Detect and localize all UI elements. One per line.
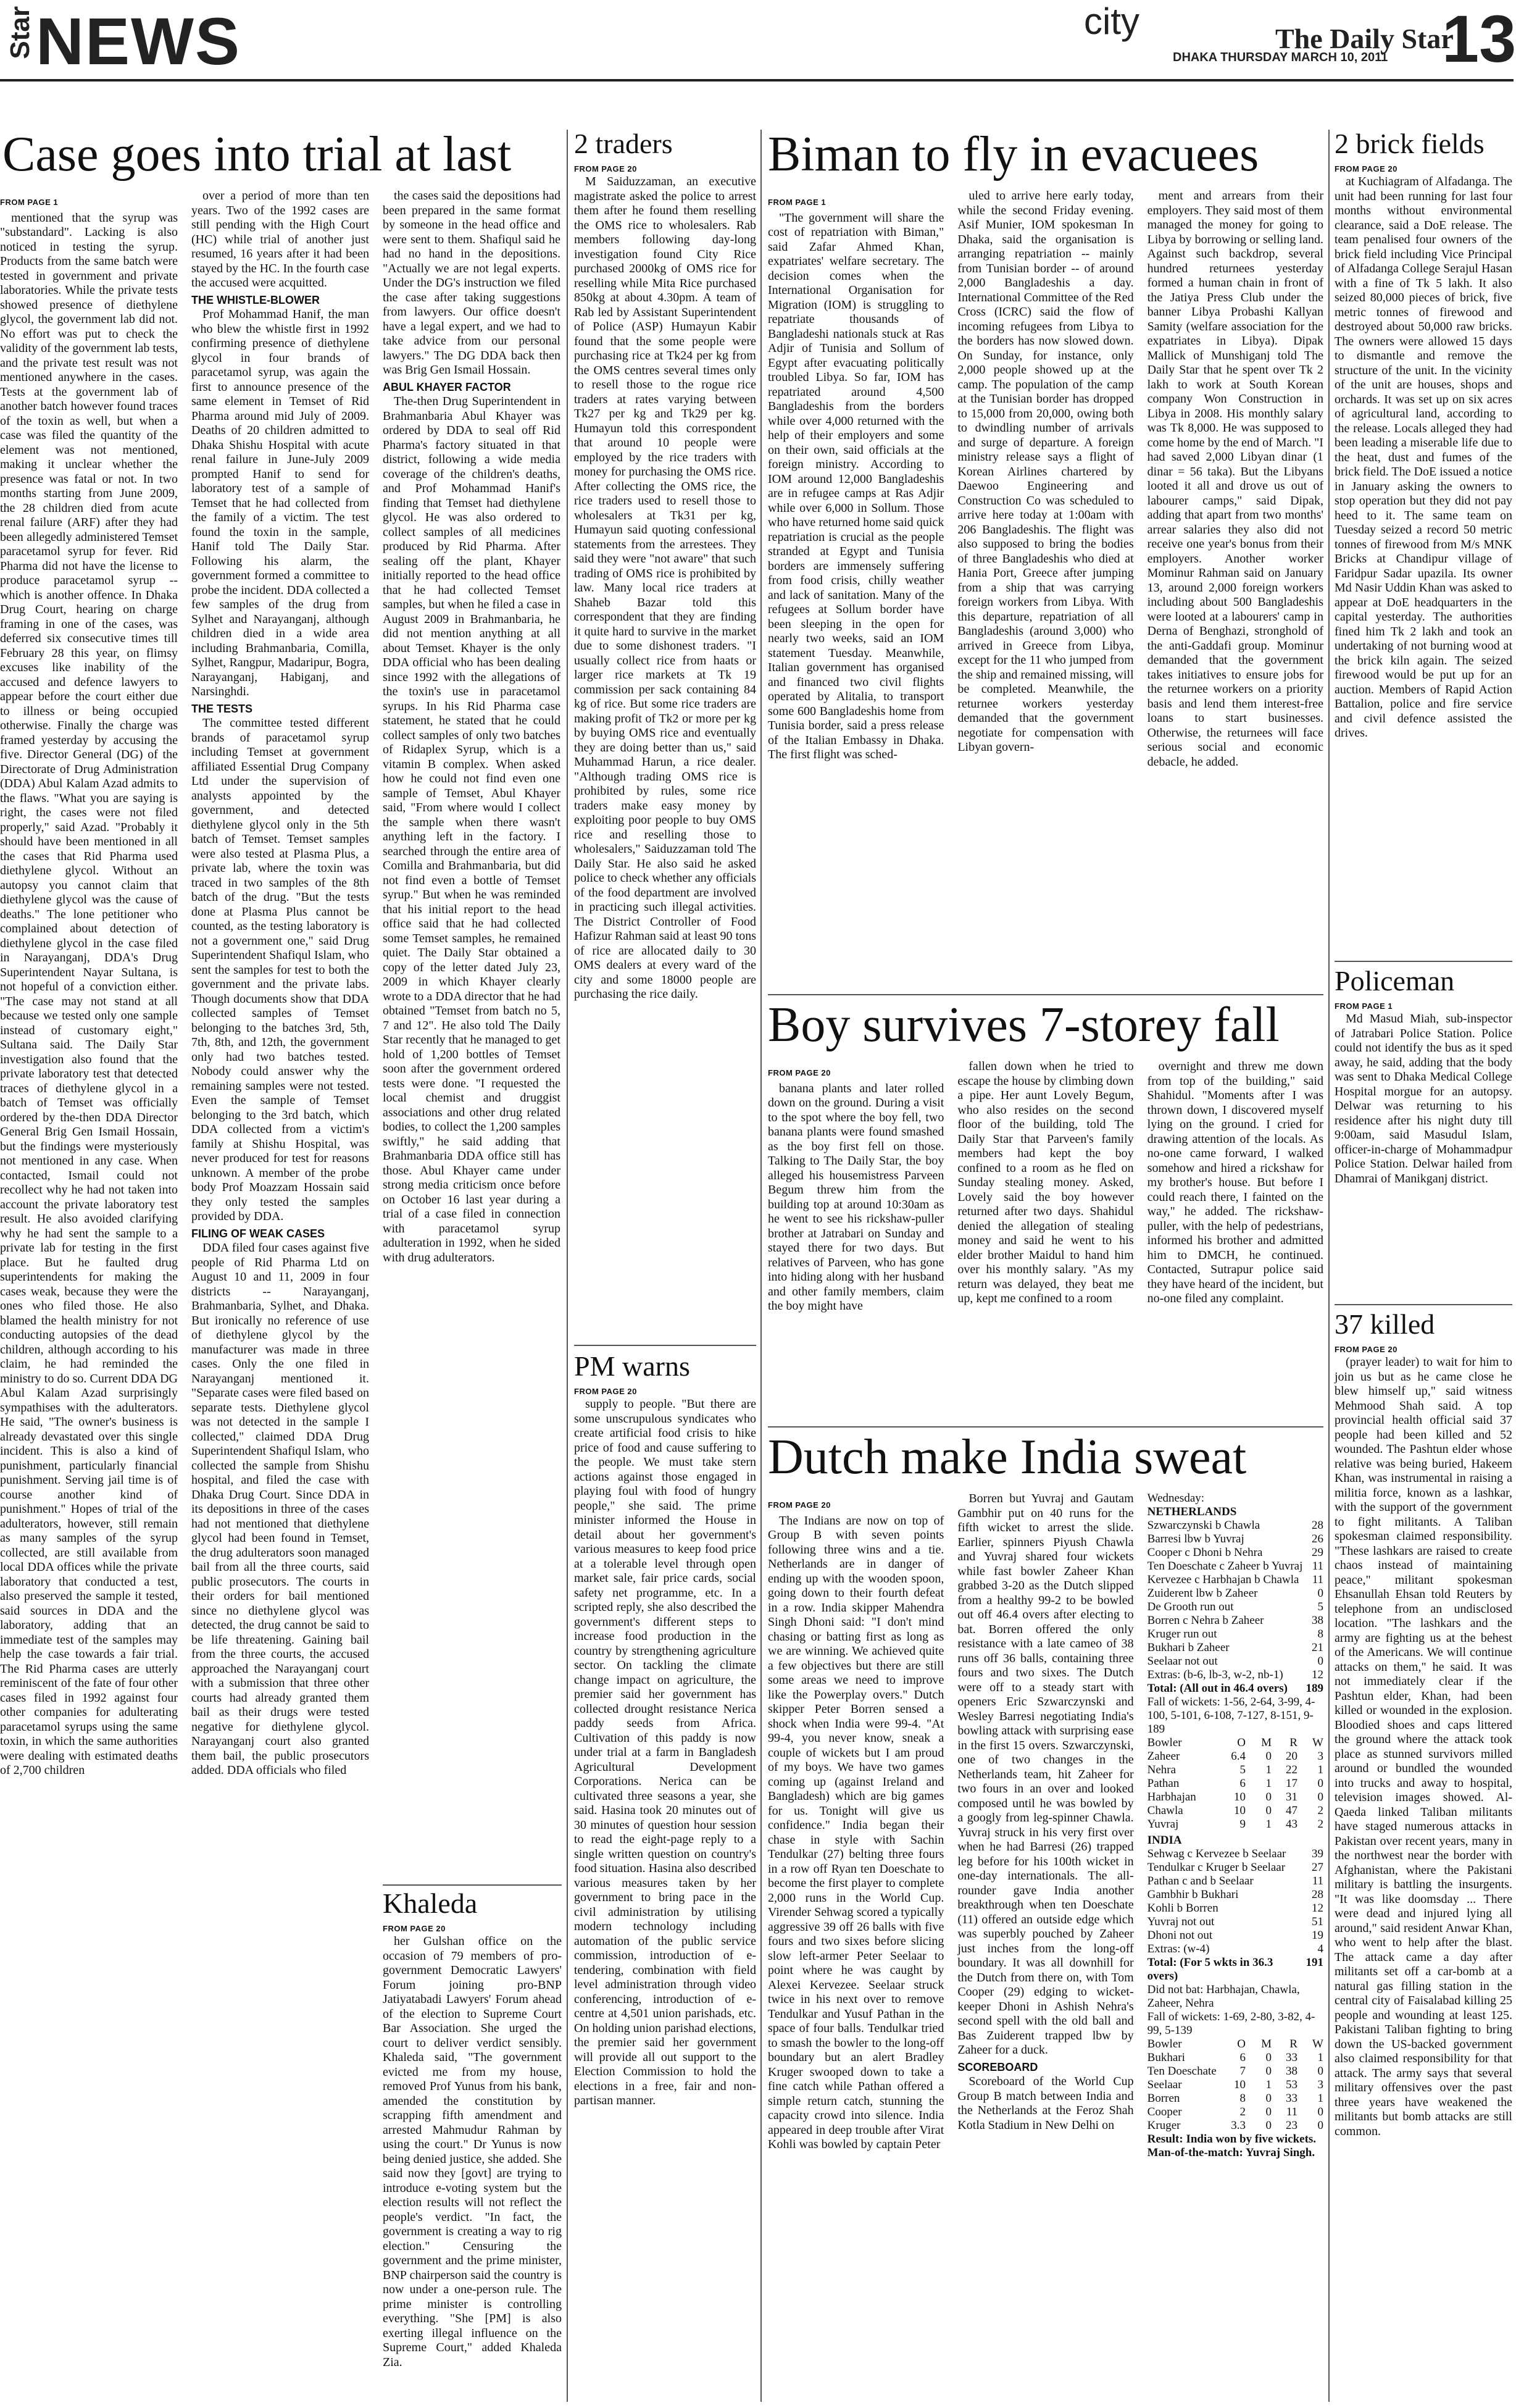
table-cell: 38 <box>1311 1614 1323 1627</box>
table-cell: 28 <box>1311 1519 1323 1532</box>
article-column <box>768 1060 944 1411</box>
column-rule <box>760 130 762 2402</box>
table-cell: 0 <box>1317 2105 1323 2118</box>
subheading: ABUL KHAYER FACTOR <box>383 380 511 393</box>
headline: 37 killed <box>1335 1308 1435 1340</box>
table-cell: 7 <box>1239 2065 1246 2078</box>
table-cell: M <box>1261 2038 1272 2051</box>
table-cell: Cooper <box>1147 2105 1182 2118</box>
table-cell: Zaheer <box>1147 1750 1180 1763</box>
table-cell: 0 <box>1265 1804 1272 1817</box>
body-text: DDA filed four cases against five people of Rid Pharma Ltd on August 10 and 11, 2009 in four districts -- Narayanganj, Brahmanbaria, Sylhet, and Dhaka. But ironically no reference of use of diethylene glycol by the manufacturer was made in three cases. Only the one filed in Narayanganj mentioned it. "Separate cases were filed based on separate tests. Diethylene glycol was not detected in the sample I collected," claimed DDA Drug Superintendent Shafiqul Islam, who collected the sample from Shishu hospital, and filed the case with Dhaka Drug Court. Since DDA in its depositions in three of the cases had not mentioned that diethylene glycol had been found in Temset, the drug adulterators soon managed bail from all the three courts, said public prosecutors. The courts in their orders for bail mentioned since no diethylene glycol was detected, the drug cannot be said to be life threatening. Gaining bail from the three courts, the accused approached the Narayanganj court with a submission that three other courts had already granted them bail as their drugs were tested negative for diethylene glycol. Narayanganj court also granted them bail, the public prosecutors added. DDA officials who filed <box>191 1241 369 1777</box>
table-row <box>1147 1641 1323 1655</box>
jump-label: FROM PAGE 20 <box>574 164 637 173</box>
table-cell: Dhoni not out <box>1147 1929 1213 1942</box>
team-name: INDIA <box>1147 1834 1182 1847</box>
table-cell: Bukhari <box>1147 2051 1185 2064</box>
table-row <box>1147 1750 1323 1763</box>
table-cell: Bowler <box>1147 1736 1182 1749</box>
table-cell: 6 <box>1239 2051 1246 2064</box>
table-cell: 33 <box>1285 2051 1297 2064</box>
table-cell: 9 <box>1239 1818 1246 1831</box>
headline: Policeman <box>1335 965 1455 997</box>
table-cell: 53 <box>1285 2078 1297 2091</box>
table-cell: Tendulkar c Kruger b Seelaar <box>1147 1861 1286 1874</box>
table-row <box>1147 2051 1323 2065</box>
table-cell: 3 <box>1317 1750 1323 1763</box>
table-row <box>1147 1915 1323 1929</box>
subheading: SCOREBOARD <box>957 2060 1038 2073</box>
article-column <box>957 189 1133 979</box>
table-cell: 3.3 <box>1231 2119 1246 2132</box>
table-cell: 1 <box>1317 2051 1323 2064</box>
body-text: supply to people. "But there are some unscrupulous syndicates who create artificial food crisis to hike price of food and cause suffering to the people. We must take stern actions against those engaged in playing foul with food of hungry people," she said. The prime minister informed the House in detail about her government's various measures to keep food price at a tolerable level through open market sale, fair price cards, social safety net programme, etc. In a scripted reply, she also described the government's different steps to increase food production in the country by strengthening agriculture sector. On tackling the climate change impact on agriculture, the premier said her government has collected drought resistance Nerica paddy seeds from Africa. Cultivation of this paddy is now under trial at a farm in Bangladesh Agricultural Development Corporations. Nerica can be cultivated three seasons a year, she said. Hasina took 20 minutes out of 30 minutes of question hour session to read the eight-page reply to a single written question on country's food situation. Hasina also described various measures taken by her government to bring pace in the civil administration by utilising modern technology including automation of the public service commission, introduction of e-tendering, combination with field level administration through video conferencing, introduction of e-centre at 4,501 union parishads, etc. On holding union parishad elections, the premier said her government will provide all out support to the Election Commission to hold the elections in a free, fair and non-partisan manner. <box>574 1397 756 2107</box>
table-row <box>1147 2119 1323 2133</box>
article-column <box>957 1060 1133 1411</box>
body-text: The committee tested different brands of paracetamol syrup including Temset at government affiliated Essential Drug Company Ltd under the supervision of analysts appointed by the government, and detected diethylene glycol only in the 5th batch of Temset. Temset samples were also tested at Plasma Plus, a private lab, where the toxin was traced in two samples of the 8th batch of the drug. "But the tests done at Plasma Plus cannot be counted, as the testing laboratory is not a government one," said Drug Superintendent Shafiqul Islam, who sent the samples for test to both the government and the private labs. Though documents show that DDA collected samples of Temset belonging to the batches 3rd, 5th, 7th, 8th, and 12th, the government only had two batches tested. Nobody could answer why the remaining samples were not tested. Even the sample of Temset belonging to the 3rd batch, which DDA collected from a victim's family at Shishu Hospital, was never produced for test for reasons unknown. A member of the probe body Prof Moazzam Hossain said they only tested the samples provided by DDA. <box>191 716 369 1223</box>
brand-mark: Star <box>5 6 35 59</box>
bowling-card <box>1147 1736 1323 1831</box>
total-label: Total: (For 5 wkts in 36.3 overs) <box>1147 1956 1273 1983</box>
table-row <box>1147 1875 1323 1888</box>
article-policeman <box>1335 967 1512 1300</box>
body-text: overnight and threw me down from top of the building," said Shahidul. "Moments after I was thrown down, I discovered myself lying on the ground. I cried for drawing attention of the locals. As no-one came forward, I walked somehow and hired a rickshaw for my brother's house. But before I could reach there, I fainted on the way," he added. The rickshaw-puller, with the help of pedestrians, informed his brother and admitted him to DMCH, he continued. Contacted, Sutrapur police said they have heard of the incident, but no-one filed any complaint. <box>1147 1060 1323 1305</box>
body-text: The-then Drug Superintendent in Brahmanbaria Abul Khayer was ordered by DDA to seal off Rid Pharma's factory situated in that district, following a wide media coverage of the children's deaths, and Prof Mohammad Hanif's finding that Temset had diethylene glycol. He was also ordered to collect samples of all medicines produced by Rid Pharma. After sealing off the plant, Khayer initially reported to the head office that he had collected Temset samples, but when he filed a case in August 2009 in Brahmanbaria, he did not mention anything at all about Temset. Khayer is the only DDA official who has been dealing since 1992 with the allegations of the toxin's use in paracetamol syrups. In his Rid Pharma case statement, he stated that he could collect samples of only two batches of Ridaplex Syrup, which is a vitamin B complex. When asked how he could not find even one sample of Temset, Abul Khayer said, "From where would I collect the sample when there wasn't anything left in the factory. I searched through the entire area of Comilla and Brahmanbaria, but did not find even a bottle of Temset syrup." But when he was reminded that his initial report to the head office said that he had collected some Temset samples, he remained quiet. The Daily Star obtained a copy of the letter dated July 23, 2009 in which Khayer clearly wrote to a DDA director that he had obtained "Temset from batch no 5, 7 and 12". He also told The Daily Star recently that he managed to get hold of 1,200 bottles of Temset soon after the government ordered tests were done. "I requested the local chemist and druggist associations and other drug related bodies, to collect the 1,200 samples swiftly," he said adding that Brahmanbaria DDA office still has those. Abul Khayer came under strong media criticism once before on October 16 last year during a trial of a case filed in connection with paracetamol syrup adulteration in 1992, when he sided with drug adulterators. <box>383 395 560 1265</box>
table-row <box>1147 1888 1323 1902</box>
article-column <box>1147 189 1323 979</box>
table-cell: De Grooth run out <box>1147 1600 1234 1613</box>
article-two-traders <box>574 130 756 1340</box>
jump-label: FROM PAGE 20 <box>1335 164 1397 173</box>
table-row <box>1147 2065 1323 2078</box>
table-cell: 20 <box>1285 1750 1297 1763</box>
table-cell: Borren <box>1147 2092 1180 2105</box>
section-rule <box>768 994 1323 995</box>
table-header <box>1147 1736 1323 1750</box>
table-cell: 33 <box>1285 2092 1297 2105</box>
article-column <box>1147 1060 1323 1411</box>
table-cell: 6.4 <box>1231 1750 1246 1763</box>
section-rule <box>1335 1304 1512 1305</box>
table-row <box>1147 1655 1323 1668</box>
table-cell: 27 <box>1311 1861 1323 1874</box>
table-cell: 0 <box>1265 2105 1272 2118</box>
table-cell: Harbhajan <box>1147 1791 1196 1804</box>
table-cell: Sehwag c Kervezee b Seelaar <box>1147 1847 1286 1860</box>
jump-label: FROM PAGE 1 <box>768 198 827 207</box>
section-rule <box>1335 961 1512 962</box>
did-not-bat: Did not bat: Harbhajan, Chawla, Zaheer, Nehra <box>1147 1983 1300 2010</box>
table-cell: 11 <box>1286 2105 1297 2118</box>
table-cell: Nehra <box>1147 1763 1177 1776</box>
body-text: uled to arrive here early today, while the second Friday evening. Asif Munier, IOM spokesman In Dhaka, said the organisation is arranging repatriation -- mainly from Tunisian border -- of around 2,000 Bangladeshis a day. International Committee of the Red Cross (ICRC) said the flow of incoming refugees from Libya to the borders has now slowed down. On Sunday, for instance, only 2,000 people showed up at the camp. The population of the camp at the Tunisian border has dropped to 15,000 from 20,000, owing both to dwindling number of arrivals and surge of departure. A foreign ministry release says a flight of Korean Airlines chartered by Daewoo Engineering and Construction Co was scheduled to arrive here today at 1:00am with 206 Bangladeshis. The flight was also supposed to bring the bodies of three Bangladeshis who died at Hania Port, Greece after jumping from a ship that was carrying foreign workers from Libya. With this departure, repatriation of all Bangladeshis (around 3,000) who arrived in Greece from Libya, except for the 11 who jumped from the ship and remained missing, will be completed. Meanwhile, the returnee workers yesterday demanded that the government negotiate for compensation with Libyan govern- <box>957 189 1134 754</box>
table-cell: 11 <box>1312 1875 1323 1888</box>
table-cell: R <box>1289 2038 1297 2051</box>
table-cell: Extras: (w-4) <box>1147 1942 1210 1955</box>
article-khaleda <box>383 1889 562 2402</box>
page-number: 13 <box>1442 1 1516 76</box>
table-cell: Ten Doeschate c Zaheer b Yuvraj <box>1147 1560 1303 1573</box>
table-cell: 51 <box>1311 1915 1323 1928</box>
article-column <box>1335 1355 1512 2139</box>
table-cell: 47 <box>1285 1804 1297 1817</box>
table-cell: Yuvraj not out <box>1147 1915 1215 1928</box>
jump-label: FROM PAGE 1 <box>1335 1001 1393 1011</box>
jump-label: FROM PAGE 20 <box>383 1924 446 1933</box>
table-cell: R <box>1289 1736 1297 1749</box>
table-cell: Kervezee c Harbhajan b Chawla <box>1147 1573 1299 1586</box>
body-text: "The government will share the cost of repatriation with Biman," said Zafar Ahmed Khan, expatriates' welfare secretary. The decision comes when the International Organisation for Migration (IOM) is struggling to repatriate thousands of Bangladeshi nationals stuck at Ras Adjir of Tunisia and Sollum of Egypt after evacuating politically troubled Libya. So far, IOM has repatriated around 4,500 Bangladeshis from the borders while over 4,000 returned with the help of their employers and some on their own, said officials at the foreign ministry. According to IOM around 12,000 Bangladeshis are in refugee camps at Ras Adjir while over 6,000 in Sollum. Those who have returned home said quick repatriation is crucial as the people stranded at Egypt and Tunisia borders are immensely suffering from food crisis, chilly weather and lack of sanitation. Many of the refugees at Sollum border have been sleeping in the open for nearly two weeks, said an IOM statement Tuesday. Meanwhile, Italian government has organised and financed two civil flights operated by Alitalia, to transport some 600 Bangladeshis home from Tunisia border, said a press release of the Italian Embassy in Dhaka. The first flight was sched- <box>768 211 944 761</box>
table-cell: 12 <box>1311 1668 1323 1681</box>
table-cell: 11 <box>1312 1573 1323 1586</box>
section-title: NEWS <box>36 4 241 78</box>
table-row <box>1147 1942 1323 1956</box>
table-cell: 23 <box>1285 2119 1297 2132</box>
table-row <box>1147 1532 1323 1546</box>
table-row <box>1147 2092 1323 2105</box>
jump-label: FROM PAGE 20 <box>768 1068 831 1077</box>
table-cell: 0 <box>1265 1791 1272 1804</box>
table-cell: 2 <box>1317 1818 1323 1831</box>
table-cell: 0 <box>1317 2065 1323 2078</box>
table-cell: Bukhari b Zaheer <box>1147 1641 1230 1654</box>
table-cell: Yuvraj <box>1147 1818 1179 1831</box>
table-cell: 6 <box>1239 1777 1246 1790</box>
body-text: Prof Mohammad Hanif, the man who blew the whistle first in 1992 confirming presence of diethylene glycol in four brands of paracetamol syrup, was again the first to announce presence of the same element in Temset of Rid Pharma around mid July of 2009. Deaths of 20 children admitted to Dhaka Shishu Hospital with acute renal failure in June-July 2009 prompted Hanif to send for laboratory test of a sample of Temset that he had collected from the family of a victim. The test found the toxin in the sample, Hanif told The Daily Star. Following his alarm, the government formed a committee to probe the incident. DDA collected a few samples of the drug from Sylhet and Narayanganj, although children died in a wide area including Brahmanbaria, Comilla, Sylhet, Rangpur, Madaripur, Bogra, Narayanganj, Habiganj, and Narsinghdi. <box>191 307 369 698</box>
table-cell: 39 <box>1311 1847 1323 1860</box>
table-cell: Kruger run out <box>1147 1628 1217 1641</box>
jump-label: FROM PAGE 1 <box>0 198 59 207</box>
body-text: ment and arrears from their employers. They said most of them managed the money for going to Libya by borrowing or selling land. Against such backdrop, several hundred returnees yesterday formed a human chain in front of the Jatiya Press Club under the banner Libya Probashi Kallyan Samity (welfare association for the expatriates in Libya). Dipak Mallick of Munshiganj told The Daily Star that he spent over Tk 2 lakh to work at South Korean company Won Construction in Libya in 2008. His monthly salary was Tk 8,000. He was supposed to come home by the end of March. "I had saved 2,000 Libyan dinar (1 dinar = 56 taka). But the Libyans looted it all and drove us out of labourer camps," said Dipak, adding that apart from two months' arrear salaries they also did not receive one year's bonus from their employers. Another worker Mominur Rahman said on January 13, around 2,000 foreign workers including about 500 Bangladeshis were looted at a labourers' camp in Derna of Benghazi, stronghold of the anti-Gaddafi group. Mominur demanded that the government takes initiatives to ensure jobs for the returnee workers on a priority basis and lend them interest-free loans to start businesses. Otherwise, the returnees will face serious social and economic debacle, he added. <box>1147 189 1323 769</box>
table-cell: 0 <box>1265 2092 1272 2105</box>
section-rule <box>574 1345 756 1346</box>
table-row <box>1147 1902 1323 1915</box>
body-text: her Gulshan office on the occasion of 79 members of pro-government Democratic Lawyers' Forum joining pro-BNP Jatiyatabadi Lawyers' Forum ahead of the election to Supreme Court Bar Association. She urged the court to deliver verdict sensibly. Khaleda said, "The government evicted me from my house, removed Prof Yunus from his bank, amended the constitution by scrapping fifth amendment and arrested Mahmudur Rahman by using the court." Dr Yunus is now being denied justice, she added. She said now they [govt] are trying to introduce e-voting system but the election results will not reflect the people's verdict. "In fact, the government is creating a way to rig election." Censuring the government and the prime minister, BNP chairperson said the country is now under a one-person rule. The prime minister is controlling everything. "She [PM] is also exerting illegal influence on the Supreme Court," added Khaleda Zia. <box>383 1934 562 2369</box>
article-37-killed <box>1335 1310 1512 2402</box>
table-cell: 0 <box>1317 1777 1323 1790</box>
article-pm-warns <box>574 1350 756 2107</box>
table-cell: 4 <box>1317 1942 1323 1955</box>
header-rule <box>0 79 1514 82</box>
article-column <box>768 1492 944 2393</box>
article-two-brick <box>1335 130 1512 957</box>
article-dutch <box>768 1432 1323 2402</box>
table-cell: 12 <box>1311 1902 1323 1915</box>
article-biman <box>768 127 1323 988</box>
column-rule <box>567 130 568 2402</box>
section-rule <box>768 1426 1323 1428</box>
table-cell: 0 <box>1317 1791 1323 1804</box>
table-row <box>1147 1668 1323 1682</box>
table-cell: 5 <box>1239 1763 1246 1776</box>
table-cell: Seelaar <box>1147 2078 1182 2091</box>
issue-date: DHAKA THURSDAY MARCH 10, 2011 <box>1173 51 1388 64</box>
table-cell: 0 <box>1265 2119 1272 2132</box>
jump-label: FROM PAGE 20 <box>768 1500 831 1510</box>
body-text: the cases said the depositions had been prepared in the same format by someone in the head office and were sent to them. Shafiqul said he had no hand in the depositions. "Actually we are not legal experts. Under the DG's instruction we filed the case after taking suggestions from lawyers. Our office doesn't have a legal expert, and we had to take advice from our personal lawyers." The DG DDA back then was Brig Gen Ismail Hossain. <box>383 189 560 377</box>
total-value: 191 <box>1306 1956 1323 1969</box>
table-cell: Pathan <box>1147 1777 1180 1790</box>
table-cell: 3 <box>1317 2078 1323 2091</box>
table-row <box>1147 1791 1323 1804</box>
table-row <box>1147 1587 1323 1600</box>
table-cell: 11 <box>1312 1560 1323 1573</box>
body-text: (prayer leader) to wait for him to join us but as he came close he blew himself up," said witness Mehmood Shah said. A top provincial health official said 37 people had been killed and 52 wounded. The Pashtun elder whose relative was being buried, Hakeem Khan, was instrumental in raising a militia force, known as a lashkar, with the support of the government to fight militants. A Taliban spokesman claimed responsibility. "These lashkars are raised to create chaos instead of maintaining peace," militant spokesman Ehsanullah Ehsan told Reuters by telephone from an undisclosed location. "The lashkars and the army are fighting us at the behest of the Americans. We will continue attacks on them," he said. It was not immediately clear if the Pashtun elder, Khan, had been killed or wounded in the explosion. Bloodied shoes and caps littered the ground where the attack took place as stunned survivors milled around or bundled the wounded into trucks and away to hospital, television images showed. Al-Qaeda linked Taliban militants have staged numerous attacks in Pakistan over recent years, many in the northwest near the border with Afghanistan, where the Pakistani military is battling the insurgents. "It was like doomsday ... There were dead and injured lying all around," said resident Anwar Khan, who went to help after the blast. The attack came a day after militants set off a car-bomb at a natural gas filling station in the central city of Faisalabad killing 25 people and wounding at least 125. Pakistani Taliban fighting to bring down the US-backed government also claimed responsibility for that attack. The army says that several military offensives over the past three years have weakened the militants but bomb attacks are still common. <box>1335 1355 1512 2138</box>
fall-of-wickets: Fall of wickets: 1-69, 2-80, 3-82, 4-99, 5-139 <box>1147 2010 1315 2037</box>
table-cell: 1 <box>1265 1818 1272 1831</box>
table-cell: 10 <box>1233 1791 1246 1804</box>
table-row <box>1147 1519 1323 1532</box>
headline: 2 traders <box>574 128 673 159</box>
article-column <box>574 1397 756 2109</box>
table-cell: Cooper c Dhoni b Nehra <box>1147 1546 1263 1559</box>
table-row <box>1147 1600 1323 1614</box>
table-row <box>1147 2105 1323 2119</box>
table-cell: 1 <box>1265 2078 1272 2091</box>
headline: 2 brick fields <box>1335 128 1485 159</box>
headline: Dutch make India sweat <box>768 1430 1247 1484</box>
article-column <box>383 1934 562 2370</box>
table-cell: M <box>1261 1736 1272 1749</box>
headline: Case goes into trial at last <box>2 127 512 182</box>
table-row <box>1147 2078 1323 2092</box>
table-cell: 0 <box>1317 1655 1323 1668</box>
table-cell: 0 <box>1265 1750 1272 1763</box>
table-cell: 0 <box>1317 1587 1323 1600</box>
table-cell: Pathan c and b Seelaar <box>1147 1875 1254 1888</box>
body-text: Borren but Yuvraj and Gautam Gambhir put on 40 runs for the fifth wicket to arrest the slide. Earlier, spinners Piyush Chawla and Yuvraj shared four wickets while fast bowler Zaheer Khan grabbed 3-20 as the Dutch slipped from a healthy 99-2 to be bowled out off 46.4 overs after electing to bat. Borren offered the only resistance with a late cameo of 38 runs off 36 balls, containing three fours and two sixes. The Dutch were off to a steady start with openers Eric Szwarczynski and Wesley Barresi negotiating India's bowling attack with surprising ease in the first 15 overs. Szwarczynski, one of two changes in the Netherlands team, hit Zaheer for two fours in an over and looked composed until he was bowled by a googly from leg-spinner Chawla. Yuvraj struck in his very first over when he had Barresi (26) trapped leg before for his 100th wicket in one-day internationals. The all-rounder gave India another breakthrough when ten Doeschate (11) offered an outside edge which was superbly pouched by Zaheer just inches from the long-off boundary. It was all downhill for the Dutch from there on, with Tom Cooper (29) edging to wicket-keeper Dhoni in Ashish Nehra's second spell with the old ball and Bas Zuiderent trapped lbw by Zaheer for a duck. <box>957 1492 1134 2057</box>
section-label: city <box>1084 1 1139 42</box>
article-column <box>957 1492 1133 2393</box>
table-cell: 26 <box>1311 1532 1323 1545</box>
fall-of-wickets: Fall of wickets: 1-56, 2-64, 3-99, 4-100, 5-101, 6-108, 7-127, 8-151, 9-189 <box>1147 1695 1315 1736</box>
article-column <box>1335 1012 1512 1186</box>
total-value: 189 <box>1306 1682 1323 1695</box>
table-cell: 1 <box>1317 2092 1323 2105</box>
table-cell: 2 <box>1317 1804 1323 1817</box>
table-row <box>1147 1614 1323 1628</box>
table-cell: Kohli b Borren <box>1147 1902 1218 1915</box>
table-cell: 0 <box>1317 2119 1323 2132</box>
table-cell: 8 <box>1239 2092 1246 2105</box>
body-text: banana plants and later rolled down on the ground. During a visit to the spot where the boy fell, two banana plants were found smashed as the boy first fell on those. Talking to The Daily Star, the boy alleged his housemistress Parveen Begum threw him from the building top at around 10:30am as he went to see his rickshaw-puller brother at Jatrabari on Sunday and stayed there for two days. But relatives of Parveen, who has gone into hiding along with her husband and other family members, claim the boy might have <box>768 1081 944 1313</box>
article-column <box>191 189 369 2399</box>
table-cell: Kruger <box>1147 2119 1181 2132</box>
table-cell: Chawla <box>1147 1804 1183 1817</box>
scoreboard <box>1147 1492 1323 2393</box>
table-cell: Zuiderent lbw b Zaheer <box>1147 1587 1258 1600</box>
table-cell: 22 <box>1285 1763 1297 1776</box>
total-label: Total: (All out in 46.4 overs) <box>1147 1682 1288 1695</box>
team-name: NETHERLANDS <box>1147 1505 1237 1518</box>
table-row <box>1147 1929 1323 1942</box>
table-cell: Seelaar not out <box>1147 1655 1218 1668</box>
table-row <box>1147 1777 1323 1791</box>
table-cell: W <box>1312 2038 1323 2051</box>
table-cell: 21 <box>1311 1641 1323 1654</box>
table-cell: 1 <box>1265 1777 1272 1790</box>
body-text: Scoreboard of the World Cup Group B match between India and the Netherlands at the Feroz Shah Kotla Stadium in New Delhi on <box>957 2075 1134 2132</box>
table-row <box>1147 1546 1323 1560</box>
table-cell: W <box>1312 1736 1323 1749</box>
article-column <box>1335 175 1512 741</box>
table-cell: 8 <box>1317 1628 1323 1641</box>
table-cell: 28 <box>1311 1888 1323 1901</box>
column-rule <box>1328 130 1330 2402</box>
article-column <box>768 189 944 979</box>
subheading: THE TESTS <box>191 702 253 715</box>
body-text: over a period of more than ten years. Two of the 1992 cases are still pending with the High Court (HC) while trial of another just resumed, 16 years after it had been stayed by the HC. In the fourth case the accused were acquitted. <box>191 189 369 290</box>
headline: Khaleda <box>383 1888 478 1919</box>
table-cell: 1 <box>1265 1763 1272 1776</box>
batting-card <box>1147 1519 1323 1682</box>
article-boy-survives <box>768 1000 1323 1420</box>
headline: PM warns <box>574 1350 690 1382</box>
table-cell: 17 <box>1285 1777 1297 1790</box>
table-cell: O <box>1237 1736 1246 1749</box>
body-text: Md Masud Miah, sub-inspector of Jatrabari Police Station. Police could not identify the bus as it sped away, he said, adding that the body was sent to Dhaka Medical College Hospital morgue for an autopsy. Delwar was returning to his residence after his night duty till 9:00am, said Masudul Islam, officer-in-charge of Mohammadpur Police Station. Delwar hailed from Dhamrai of Manikganj district. <box>1335 1012 1512 1185</box>
headline: Boy survives 7-storey fall <box>768 998 1280 1052</box>
table-cell: 31 <box>1285 1791 1297 1804</box>
table-cell: 1 <box>1317 1763 1323 1776</box>
table-row <box>1147 1804 1323 1818</box>
table-row <box>1147 1573 1323 1587</box>
table-cell: 0 <box>1265 2065 1272 2078</box>
body-text: M Saiduzzaman, an executive magistrate asked the police to arrest them after he found them reselling the OMS rice to wholesalers. Rab members following day-long investigation found City Rice purchased 2000kg of OMS rice for reselling while Mita Rice purchased 850kg at about 4.30pm. A team of Rab led by Assistant Superintendent of Police (ASP) Humayun Kabir found that the some people were purchasing rice at Tk24 per kg from the OMS centres several times only to resell those to the rogue rice traders at rates varying between Tk27 per kg and Tk29 per kg. Humayun told this correspondent that around 10 people were employed by the rice traders with money for purchasing the OMS rice. After collecting the OMS rice, the rice traders used to resell those to wholesalers at Tk31 per kg, Humayun said quoting confessional statements from the arrestees. They said they were "not aware" that such trading of OMS rice is prohibited by law. Many local rice traders at Shaheb Bazar told this correspondent that they are finding it quite hard to survive in the market due to some dishonest traders. "I usually collect rice from haats or larger rice markets at Tk 19 commission per sack containing 84 kg of rice. But some rice traders are making profit of Tk2 or more per kg by buying OMS rice and eventually they are doing better than us," said Muhammad Harun, a rice dealer. "Although trading OMS rice is prohibited by rules, some rice traders make easy money by exploiting poor people to buy OMS rice and reselling those to wholesalers," Saiduzzaman told The Daily Star. He also said he asked police to check whether any officials of the food department are involved in practicing such illegal activities. The District Controller of Food Hafizur Rahman said at least 90 tons of rice are allocated daily to 30 OMS dealers at every ward of the city and some 18000 people are purchasing the rice daily. <box>574 175 756 1001</box>
total-row <box>1147 1682 1323 1695</box>
jump-label: FROM PAGE 20 <box>1335 1345 1397 1354</box>
table-row <box>1147 1847 1323 1861</box>
table-cell: Borren c Nehra b Zaheer <box>1147 1614 1264 1627</box>
body-text: fallen down when he tried to escape the house by climbing down a pipe. Her aunt Lovely Begum, who also resides on the second floor of the building, told The Daily Star that Parveen's family members had kept the boy confined to a room as he fled on Sunday stealing money. Asked, Lovely said the boy however returned after two days. Shahidul denied the allegation of stealing money and said he went to his elder brother Maidul to hand him over his monthly salary. "As my return was delayed, they beat me up, kept me confined to a room <box>957 1060 1134 1305</box>
table-row <box>1147 1560 1323 1573</box>
body-text: at Kuchiagram of Alfadanga. The unit had been running for last four months without environmental clearance, said a DoE release. The team penalised four owners of the brick field including Vice Principal of Alfadanga College Serajul Hasan with a fine of Tk 5 lakh. It also seized 80,000 pieces of brick, five metric tonnes of firewood and destroyed about 50,000 raw bricks. The owners were allowed 15 days to dismantle and remove the structure of the unit. In the vicinity of the unit are houses, shops and orchards. It was set up on six acres of agricultural land, according to the release. Locals alleged they had been leading a miserable life due to the heat, dust and fumes of the brick field. The DoE issued a notice in January asking the owners to stop operation but they did not pay heed to it. The same team on Tuesday seized a record 50 metric tonnes of firewood from M/s MNK Bricks at Chandipur village of Faridpur Sadar upazila. Its owner Md Nasir Uddin Khan was asked to appear at DoE headquarters in the capital yesterday. The authorities fined him Tk 2 lakh and took an undertaking of not burning wood at the brick kiln again. The seized firewood would be put up for an auction. Members of Rapid Action Battalion, police and fire service and civil defence assisted the drives. <box>1335 175 1512 740</box>
table-row <box>1147 1628 1323 1641</box>
page-header <box>0 0 1514 123</box>
man-of-the-match: Man-of-the-match: Yuvraj Singh. <box>1147 2146 1315 2159</box>
table-cell: 0 <box>1265 2051 1272 2064</box>
table-cell: Bowler <box>1147 2038 1182 2051</box>
headline: Biman to fly in evacuees <box>768 127 1259 182</box>
article-column <box>0 189 178 2399</box>
match-result: Result: India won by five wickets. <box>1147 2133 1317 2146</box>
table-cell: 19 <box>1311 1929 1323 1942</box>
table-header <box>1147 2038 1323 2051</box>
table-cell: 38 <box>1285 2065 1297 2078</box>
article-column <box>574 175 756 1002</box>
newspaper-logo: The Daily Star <box>1275 23 1454 54</box>
table-row <box>1147 1861 1323 1875</box>
subheading: FILING OF WEAK CASES <box>191 1227 325 1240</box>
body-text: mentioned that the syrup was "substandard". Lacking is also noticed in testing the syrup. Products from the same batch were tested in government and private laboratories. While the private tests showed presence of diethylene glycol, the government lab did not. No effort was put to check the validity of the government lab tests, and the private test result was not mentioned anywhere in the cases. Tests at the government lab of another batch however found traces of the toxin as well, but when a case was filed the quantity of the element was not mentioned, making it unclear whether the presence was fatal or not. In two months starting from June 2009, the 28 children died from acute renal failure (ARF) after they had been allegedly administered Temset paracetamol syrup for fever. Rid Pharma did not have the license to produce paracetamol syrup -- which is another offence. In Dhaka Drug Court, hearing on charge framing in one of the cases, was deferred six consecutive times till February 28 this year, on flimsy excuses like inability of the accused and defence lawyers to appear before the court either due to illness or being occupied otherwise. Finally the charge was framed yesterday by accusing the five. Director General (DG) of the Directorate of Drug Administration (DDA) Abul Kalam Azad admits to the flaws. "What you are saying is right, the cases were not filed properly," said Azad. "Probably it should have been mentioned in all the cases that Rid Pharma used diethylene glycol. Without an autopsy you cannot claim that diethylene glycol was the cause of deaths." The lone petitioner who complained about detection of diethylene glycol in the case filed in Narayanganj, DDA's Drug Superintendent Nayar Sultana, is not hopeful of a conviction either. "The case may not stand at all because we tested only one sample instead of customary eight," Sultana said. The Daily Star investigation also found that the private laboratory test that detected traces of diethylene glycol in a batch of Temset was officially ordered by the-then DDA Director General Brig Gen Ismail Hossain, but the findings were mysteriously not mentioned in any case. When contacted, Ismail could not recollect why he had not taken into account the private laboratory test result. He also avoided clarifying why he had sent the sample to a private lab for testing in the first place. But he faulted drug superintendents for making the cases weak, because they were the ones who filed those. He also blamed the health ministry for not conducting autopsies of the dead children, although according to his claim, he had reminded the ministry to do so. Current DDA DG Abul Kalam Azad surprisingly sympathises with the adulterators. He said, "The owner's business is already devastated over this single incident. This is also a kind of punishment, particularly financial punishment. Serving jail time is of course another kind of punishment." Hopes of trial of the adulterators, however, still remain as many samples of the syrup collected, are still available from local DDA offices while the private laboratory that conducted a test, also preserved the sample it tested, said sources in DDA and the laboratory, adding that an immediate test of the samples may help the case towards a fair trial. The Rid Pharma cases are utterly reminiscent of the fate of four other cases filed in 1992 against four other companies for adulterating paracetamol syrups using the same toxin, in which the same authorities were dealing with estimated deaths of 2,700 children <box>0 211 178 1777</box>
table-cell: Extras: (b-6, lb-3, w-2, nb-1) <box>1147 1668 1283 1681</box>
subheading: THE WHISTLE-BLOWER <box>191 293 320 306</box>
score-date: Wednesday: <box>1147 1492 1205 1505</box>
table-cell: Gambhir b Bukhari <box>1147 1888 1239 1901</box>
body-text: The Indians are now on top of Group B with seven points following three wins and a tie. Netherlands are in danger of ending up with the wooden spoon, going down to their fourth defeat in a row. India skipper Mahendra Singh Dhoni said: "I don't mind chasing or batting first as long as we are winning. We achieved quite a few objectives but there are still some areas we need to improve like the Powerplay overs." Dutch skipper Peter Borren sensed a shock when India were 99-4. "At 99-4, you never know, sneak a couple of wickets but I am proud of my boys. We have two games coming up (against Ireland and Bangladesh) which are big games for us. Tonight will give us confidence." India began their chase in style with Sachin Tendulkar (27) belting three fours in a row off Ryan ten Doeschate to become the first player to complete 2,000 runs in the World Cup. Virender Sehwag scored a typically aggressive 39 off 26 balls with five fours and two sixes before slicing slow left-armer Peter Seelaar to point where he was caught by Alexei Kervezee. Seelaar struck twice in his next over to remove Tendulkar and Yusuf Pathan in the space of four balls. Tendulkar tried to smash the bowler to the long-off boundary but an alert Bradley Kruger swooped down to take a fine catch while Pathan offered a simple return catch, stunning the capacity crowd into silence. India appeared in deep trouble after Virat Kohli was bowled by captain Peter <box>768 1513 944 2151</box>
table-cell: 5 <box>1317 1600 1323 1613</box>
table-cell: 10 <box>1233 1804 1246 1817</box>
table-cell: 10 <box>1233 2078 1246 2091</box>
bowling-card <box>1147 2038 1323 2133</box>
table-cell: Barresi lbw b Yuvraj <box>1147 1532 1244 1545</box>
table-cell: 2 <box>1239 2105 1246 2118</box>
table-cell: 43 <box>1285 1818 1297 1831</box>
table-cell: Szwarczynski b Chawla <box>1147 1519 1260 1532</box>
table-cell: Ten Doeschate <box>1147 2065 1217 2078</box>
table-cell: O <box>1237 2038 1246 2051</box>
table-cell: 29 <box>1311 1546 1323 1559</box>
batting-card <box>1147 1847 1323 1956</box>
table-row <box>1147 1818 1323 1831</box>
section-rule <box>383 1884 562 1886</box>
jump-label: FROM PAGE 20 <box>574 1387 637 1396</box>
total-row <box>1147 1956 1323 1983</box>
table-row <box>1147 1763 1323 1777</box>
